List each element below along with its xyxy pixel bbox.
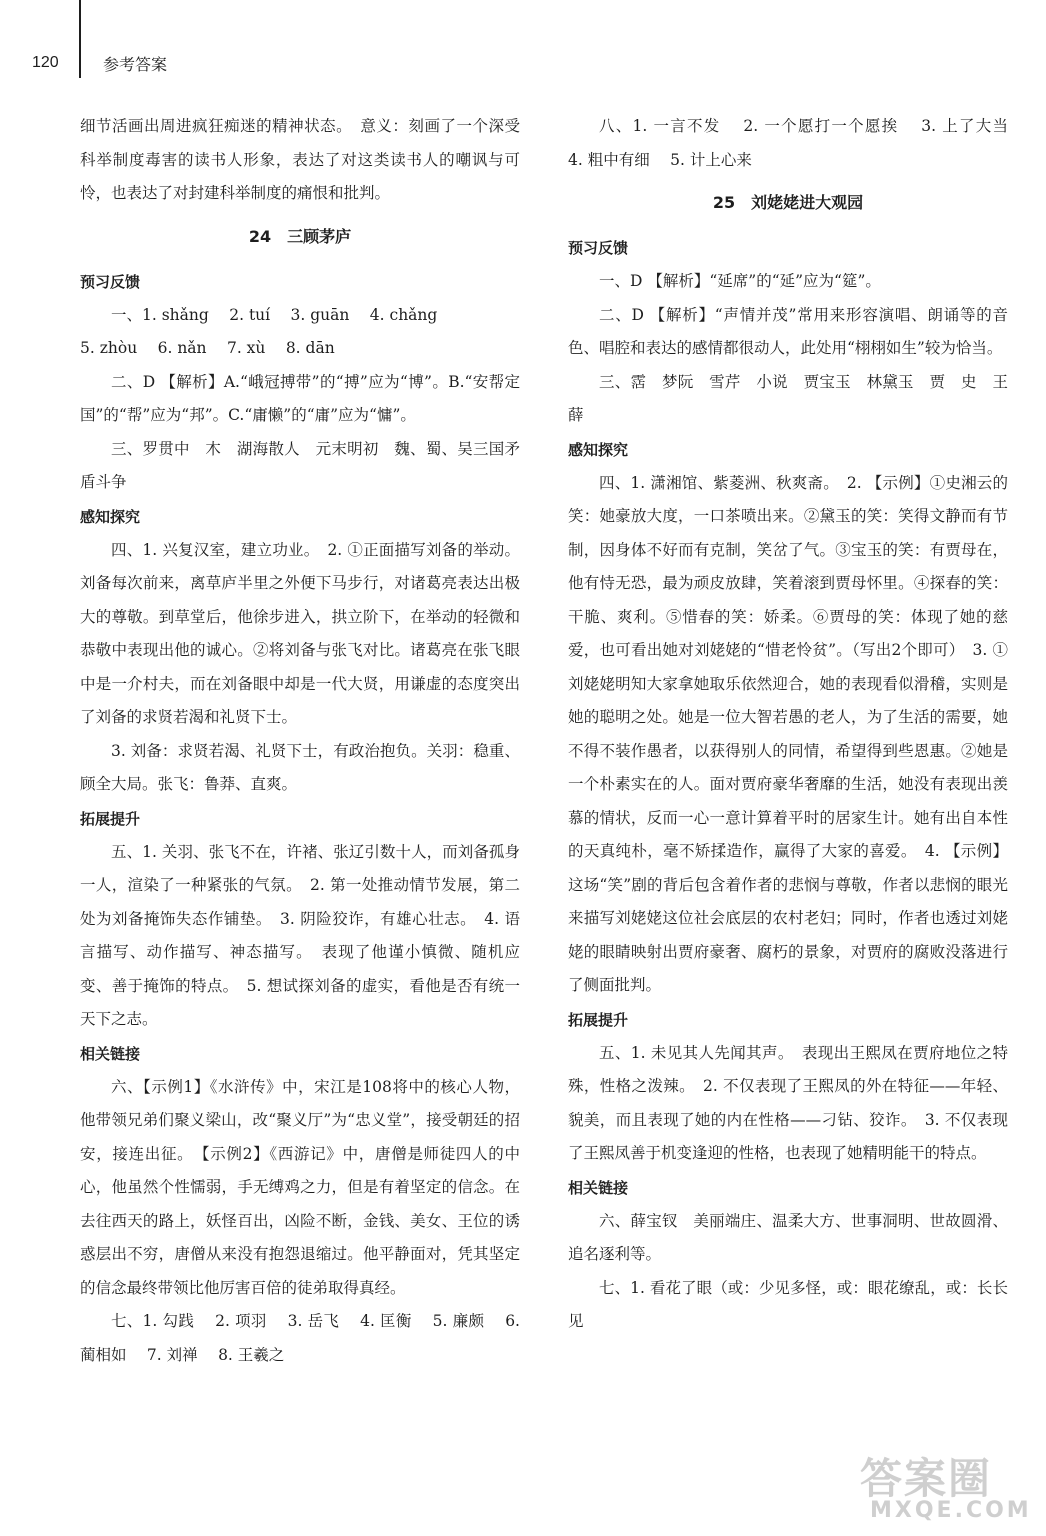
right-column	[568, 110, 1029, 1339]
answer-2: 二、D 【解析】“声情并茂”常用来形容演唱、朗诵等的音色、唱腔和表达的感情都很动人，此处用“栩栩如生”较为恰当。	[568, 305, 1008, 357]
answer-7: 七、1. 看花了眼（或：少见多怪，或：眼花缭乱，或：长长见	[568, 1278, 1008, 1330]
page-header	[0, 0, 1046, 80]
answer-4: 四、1. 兴复汉室，建立功业。 2. ①正面描写刘备的举动。刘备每次前来，离草庐半里之外便下马步行，对诸葛亮表达出极大的尊敬。到草堂后，他徐步进入，拱立阶下，在举动的轻微和恭敬中表现出他的诚心。②将刘备与张飞对比。诸葛亮在张飞眼中是一介村夫，而在刘备眼中却是一代大贤，用谦虚的态度突出了刘备的求贤若渴和礼贤下士。	[80, 540, 520, 726]
answer-1-line-1: 一、1. shǎng 2. tuí 3. guān 4. chǎng	[111, 305, 438, 324]
answer-1: 一、D 【解析】“延席”的“延”应为“筵”。	[599, 272, 881, 290]
extend-heading: 拓展提升	[80, 809, 141, 828]
answer-6: 六、薛宝钗 美丽端庄、温柔大方、世事洞明、世故圆滑、追名逐利等。	[568, 1211, 1008, 1263]
left-column	[80, 110, 520, 1372]
related-heading: 相关链接	[568, 1178, 629, 1197]
section-title-24: 24 三顾茅庐	[248, 226, 352, 246]
answer-8: 八、1. 一言不发 2. 一个愿打一个愿挨 3. 上了大当 4. 粗中有细 5. 计上心来	[568, 117, 1029, 169]
answer-2: 二、D 【解析】A.“峨冠搏带”的“搏”应为“博”。B.“安帮定国”的“帮”应为“邦”。C.“庸懒”的“庸”应为“慵”。	[80, 372, 520, 424]
answer-4-3: 3. 刘备：求贤若渴、礼贤下士，有政治抱负。关羽：稳重、顾全大局。张飞：鲁莽、直爽。	[80, 741, 520, 793]
explore-heading: 感知探究	[568, 440, 629, 459]
answer-6: 六、【示例1】《水浒传》中，宋江是108将中的核心人物，他带领兄弟们聚义梁山，改“聚义厅”为“忠义堂”，接受朝廷的招安，接连出征。 【示例2】《西游记》中，唐僧是师徒四人的中心，他虽然个性懦弱，手无缚鸡之力，但是有着坚定的信念。在去往西天的路上，妖怪百出，凶险不断，金钱、美女、王位的诱惑层出不穷，唐僧从来没有抱怨退缩过。他平静面对，凭其坚定的信念最终带领比他厉害百倍的徒弟取得真经。	[80, 1077, 520, 1297]
answer-7: 七、1. 勾践 2. 项羽 3. 岳飞 4. 匡衡 5. 廉颇 6. 蔺相如 7. 刘禅 8. 王羲之	[80, 1312, 520, 1364]
preview-heading: 预习反馈	[568, 239, 629, 257]
watermark-url: MXQE.COM	[870, 1498, 1032, 1523]
watermark-logo	[860, 1446, 1030, 1528]
page-number: 120	[32, 54, 59, 71]
explore-heading: 感知探究	[80, 507, 141, 526]
answer-5: 五、1. 关羽、张飞不在，许褚、张辽引数十人，而刘备孤身一人，渲染了一种紧张的气氛。 2. 第一处推动情节发展，第二处为刘备掩饰失态作铺垫。 3. 阴险狡诈，有雄心壮志。 4. 语言描写、动作描写、神态描写。 表现了他谨小慎微、随机应变、善于掩饰的特点。 5. 想试探刘备的虚实，看他是否有统一天下之志。	[80, 842, 520, 1028]
section-title-25: 25 刘姥姥进大观园	[712, 193, 864, 212]
answer-4: 四、1. 潇湘馆、紫菱洲、秋爽斋。 2. 【示例】①史湘云的笑：她豪放大度，一口茶喷出来。②黛玉的笑：笑得文静而有节制，因身体不好而有克制，笑岔了气。③宝玉的笑：有贾母在，他有恃无恐，最为顽皮放肆，笑着滚到贾母怀里。④探春的笑：干脆、爽利。⑤惜春的笑：娇柔。⑥贾母的笑：体现了她的慈爱，也可看出她对刘姥姥的“惜老怜贫”。（写出2个即可） 3. ①刘姥姥明知大家拿她取乐依然迎合，她的表现看似滑稽，实则是她的聪明之处。她是一位大智若愚的老人，为了生活的需要，她不得不装作愚者，以获得别人的同情，希望得到些恩惠。②她是一个朴素实在的人。面对贾府豪华奢靡的生活，她没有表现出羡慕的情状，反而一心一意计算着平时的居家生计。她有出自本性的天真纯朴，毫不矫揉造作，赢得了大家的喜爱。 4. 【示例】这场“笑”剧的背后包含着作者的悲悯与尊敬，作者以悲悯的眼光来描写刘姥姥这位社会底层的农村老妇；同时，作者也透过刘姥姥的眼睛映射出贾府豪奢、腐朽的景象，对贾府的腐败没落进行了侧面批判。	[568, 473, 1008, 994]
answer-1-line-2: 5. zhòu 6. nǎn 7. xù 8. dān	[80, 339, 335, 357]
header-title: 参考答案	[103, 55, 168, 74]
answer-5: 五、1. 未见其人先闻其声。 表现出王熙凤在贾府地位之特殊，性格之泼辣。 2. 不仅表现了王熙凤的外在特征——年轻、貌美，而且表现了她的内在性格——刁钻、狡诈。 3. 不仅表现了王熙凤善于机变逢迎的性格，也表现了她精明能干的特点。	[568, 1043, 1008, 1162]
header-divider	[79, 0, 81, 78]
preview-heading: 预习反馈	[80, 272, 141, 291]
related-heading: 相关链接	[80, 1044, 141, 1063]
extend-heading: 拓展提升	[568, 1010, 629, 1029]
answer-3: 三、罗贯中 木 湖海散人 元末明初 魏、蜀、吴三国矛盾斗争	[80, 439, 520, 491]
answer-3: 三、霑 梦阮 雪芹 小说 贾宝玉 林黛玉 贾 史 王 薛	[568, 372, 1024, 424]
intro-paragraph: 细节活画出周进疯狂痴迷的精神状态。 意义：刻画了一个深受科举制度毒害的读书人形象，表达了对这类读书人的嘲讽与可怜，也表达了对封建科举制度的痛恨和批判。	[80, 117, 520, 202]
watermark-text: 答案圈	[860, 1454, 993, 1503]
